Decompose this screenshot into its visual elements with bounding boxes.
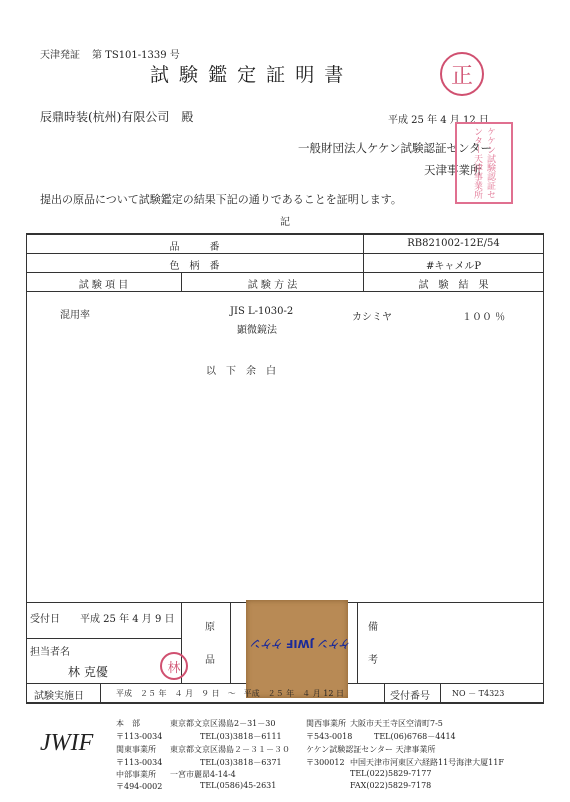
item-number-label: 品 番 [169, 242, 220, 253]
chubu-label: 中部事業所 [116, 770, 156, 779]
kanto-tel: TEL(03)3818－6371 [200, 758, 282, 767]
hq-label: 本 部 [116, 719, 140, 728]
jwif-logo: JWIF [40, 730, 94, 756]
test-item-header: 試 験 項 目 [78, 280, 129, 291]
statement: 提出の原品について試験鑑定の結果下記の通りであることを証明します。 [40, 193, 402, 206]
tianjin-address: 中国天津市河東区六経路11号海津大厦11F [350, 758, 504, 767]
kansai-tel: TEL(06)6768－4414 [374, 732, 456, 741]
kansai-zip: 〒543-0018 [306, 732, 353, 741]
test-period-label: 試験実施日 [34, 691, 84, 702]
kanto-label: 関東事業所 [116, 745, 156, 754]
received-date: 平成 25 年 4 月 9 日 [80, 614, 175, 625]
remarks-label-1: 備 [368, 622, 378, 633]
document-title: 試 験 鑑 定 証 明 書 [150, 64, 346, 86]
person-label: 担当者名 [30, 647, 70, 658]
person-name: 林 克優 [68, 665, 108, 679]
kanto-address: 東京都文京区湯島２－３１－３０ [170, 745, 290, 754]
issue-date: 平成 25 年 4 月 12 日 [388, 115, 489, 126]
fabric-sample-label: ケケン JWIF ケケン [250, 637, 350, 650]
chubu-tel: TEL(0586)45-2631 [200, 781, 277, 790]
result-percentage: １００ ％ [462, 312, 506, 323]
tianjin-label: ケケン試験認証センター 天津事業所 [306, 745, 436, 754]
organization-stamp: ケケン試験認証センター天津事業所 [455, 122, 513, 204]
receipt-number: NO － T4323 [452, 689, 505, 698]
person-seal: 林 [160, 652, 188, 680]
test-period-value: 平成 ２５ 年 ４ 月 ９ 日 ～ 平成 ２５ 年 ４ 月 12 日 [116, 689, 344, 698]
chubu-zip: 〒494-0002 [116, 782, 163, 791]
issuer-tag: 天津発証 [40, 50, 80, 61]
tianjin-tel: TEL(022)5829-7177 [350, 769, 432, 778]
original-sample-label-1: 原 [205, 622, 215, 633]
item-number-value: RB821002-12E/54 [407, 238, 500, 249]
color-number-label: 色 柄 番 [169, 261, 220, 272]
org-name: 一般財団法人ケケン試験認証センター [298, 141, 493, 155]
seal-stamp: 正 [440, 52, 484, 96]
ki-marker: 記 [280, 217, 290, 228]
test-method-header: 試 験 方 法 [247, 280, 298, 291]
receipt-label: 受付番号 [390, 691, 430, 702]
org-branch: 天津事業所 [424, 163, 482, 177]
hq-address: 東京都文京区湯島2－31－30 [170, 719, 276, 728]
received-label: 受付日 [30, 614, 60, 625]
test-method-name: 顕微鏡法 [237, 325, 277, 336]
color-number-value: #キャメルP [425, 261, 482, 272]
kansai-address: 大阪市天王寺区空清町7-5 [350, 719, 443, 728]
hq-tel: TEL(03)3818－6111 [200, 732, 282, 741]
kanto-zip: 〒113-0034 [116, 758, 163, 767]
end-of-entries: 以 下 余 白 [206, 366, 276, 377]
remarks-label-2: 考 [368, 655, 378, 666]
hq-zip: 〒113-0034 [116, 732, 163, 741]
certificate-number: 第 TS101-1339 号 [92, 50, 180, 61]
tianjin-zip: 〒300012 [306, 758, 345, 767]
client-name: 辰鼎時装(杭州)有限公司 殿 [40, 110, 194, 124]
test-item: 混用率 [60, 310, 90, 321]
result-fiber: カシミヤ [352, 312, 392, 323]
test-method-standard: JIS L-1030-2 [230, 306, 294, 317]
test-result-header: 試 験 結 果 [418, 280, 489, 291]
tianjin-fax: FAX(022)5829-7178 [350, 781, 432, 790]
original-sample-label-2: 品 [205, 655, 215, 666]
kansai-label: 関西事業所 [306, 719, 346, 728]
chubu-address: 一宮市麗昴4-14-4 [170, 770, 236, 779]
